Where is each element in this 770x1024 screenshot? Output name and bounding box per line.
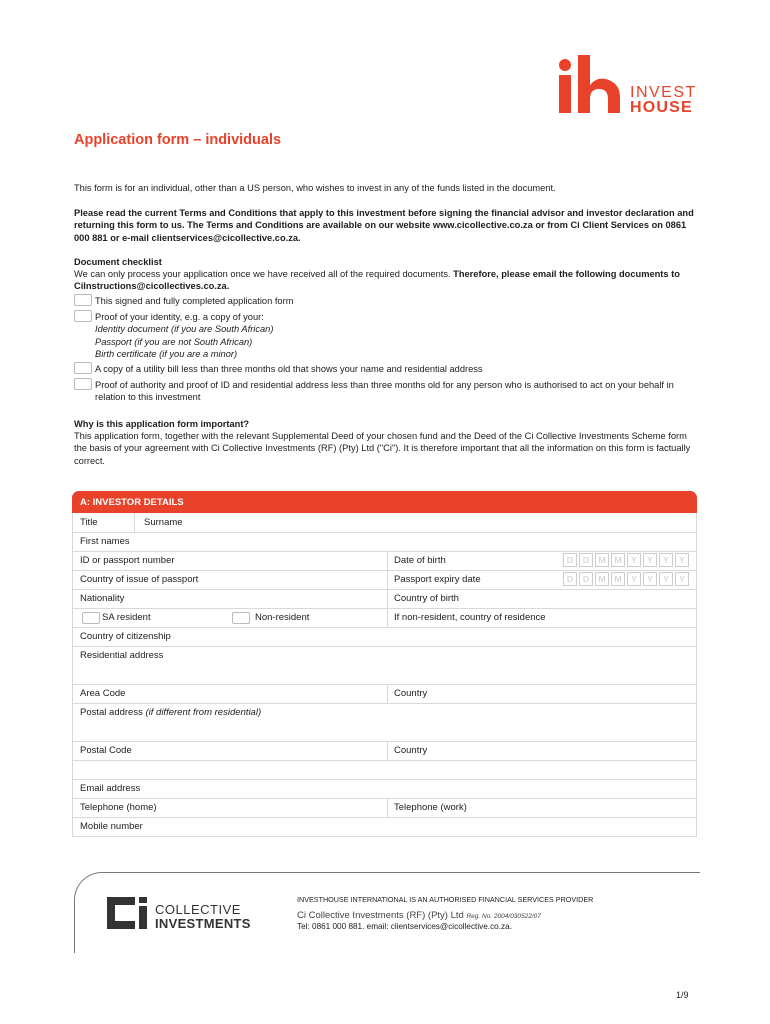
checklist-checkbox-4[interactable] (74, 378, 92, 390)
date-box[interactable]: Y (659, 553, 673, 567)
id-label: ID or passport number (80, 555, 175, 566)
checklist-intro-plain: We can only process your application once we have received all of the required documents. (74, 269, 454, 279)
title-label: Title (80, 517, 98, 528)
postal-address-label (80, 707, 261, 718)
postal-address-note: (if different from residential) (145, 707, 262, 718)
country-label: Country (394, 745, 428, 756)
passport-country-label: Country of issue of passport (80, 574, 199, 585)
row-area-code (72, 684, 697, 704)
date-box[interactable]: Y (627, 553, 641, 567)
mobile-label: Mobile number (80, 821, 143, 832)
row-res-address[interactable] (72, 646, 697, 685)
intro-text: This form is for an individual, other than a US person, who wishes to invest in any of the funds listed in the document. (74, 183, 556, 193)
row-postal-code (72, 741, 697, 761)
checklist-subitem: Birth certificate (if you are a minor) (95, 348, 238, 359)
ci-collective-logo (105, 893, 265, 933)
footer-company (297, 910, 541, 921)
postal-code-label: Postal Code (80, 745, 132, 756)
footer-contact: Tel: 0861 000 881. email: clientservices@cicollective.co.za. (297, 922, 512, 931)
sa-resident-label: SA resident (102, 612, 151, 623)
row-nationality (72, 589, 697, 609)
checklist-item-1: This signed and fully completed application form (95, 296, 294, 306)
passport-expiry-label: Passport expiry date (394, 574, 481, 585)
postal-address-text: Postal address (80, 707, 146, 718)
footer-company-name: Ci Collective Investments (RF) (Pty) Ltd (297, 910, 464, 921)
row-title-surname (72, 513, 697, 533)
date-box[interactable]: D (563, 553, 577, 567)
terms-text: Please read the current Terms and Conditions that apply to this investment before signing the financial advisor and investor declaration and returning this form to us. The Terms and Conditions are available on our website www.cicollective.co.za or from Ci Client Services on 0861 000 881 or e-mail clientservices@cicollective.co.za. (74, 208, 694, 243)
footer-reg: Reg. No. 2004/030522/07 (466, 913, 541, 920)
row-citizenship[interactable] (72, 627, 697, 647)
row-residency (72, 608, 697, 628)
res-address-label: Residential address (80, 650, 164, 661)
page-number: 1/9 (676, 990, 689, 1000)
nationality-label: Nationality (80, 593, 125, 604)
checklist-checkbox-1[interactable] (74, 294, 92, 306)
area-code-label: Area Code (80, 688, 126, 699)
checklist-checkbox-2[interactable] (74, 310, 92, 322)
non-resident-label: Non-resident (255, 612, 310, 623)
sa-resident-checkbox[interactable] (82, 612, 100, 624)
date-box[interactable]: Y (643, 553, 657, 567)
date-box[interactable]: Y (675, 572, 689, 586)
row-postal-address[interactable] (72, 703, 697, 742)
date-box[interactable]: M (611, 572, 625, 586)
invest-house-logo (556, 55, 701, 115)
checklist-checkbox-3[interactable] (74, 362, 92, 374)
row-id-dob (72, 551, 697, 571)
date-box[interactable]: D (579, 572, 593, 586)
tel-work-label: Telephone (work) (394, 802, 467, 813)
citizenship-label: Country of citizenship (80, 631, 171, 642)
dob-label: Date of birth (394, 555, 446, 566)
date-box[interactable]: D (563, 572, 577, 586)
date-box[interactable]: M (595, 553, 609, 567)
non-res-country-label: If non-resident, country of residence (394, 612, 546, 623)
checklist-subitem: Identity document (if you are South African) (95, 324, 274, 335)
ci-logo-word-2: INVESTMENTS (155, 916, 251, 931)
date-box[interactable]: Y (643, 572, 657, 586)
why-text: This application form, together with the relevant Supplemental Deed of your chosen fund and the Deed of the Ci Collective Investments Scheme form the basis of your agreement with Ci Collective Investments (RF) (Pty) Ltd ("Ci"). It is therefore important that all the information on this form is factually correct. (74, 431, 691, 466)
date-box[interactable]: Y (659, 572, 673, 586)
date-box[interactable]: D (579, 553, 593, 567)
country-label: Country (394, 688, 428, 699)
ci-logo-mark-icon (105, 893, 157, 933)
row-spacer (72, 760, 697, 780)
footer-provider: INVESTHOUSE INTERNATIONAL IS AN AUTHORISED FINANCIAL SERVICES PROVIDER (297, 895, 594, 904)
checklist-item-2 (95, 311, 700, 360)
section-a-title: A: INVESTOR DETAILS (80, 497, 184, 508)
date-box[interactable]: Y (675, 553, 689, 567)
date-box[interactable]: Y (627, 572, 641, 586)
section-a-header (72, 491, 697, 513)
checklist-intro (74, 268, 699, 293)
ih-logo-mark-icon (556, 55, 626, 115)
why-heading: Why is this application form important? (74, 419, 250, 429)
checklist-item-4: Proof of authority and proof of ID and residential address less than three months old for any person who is authorised to act on your behalf in relation to this investment (95, 380, 674, 403)
row-telephone (72, 798, 697, 818)
ci-logo-word-1: COLLECTIVE (155, 902, 241, 917)
checklist-item-3: A copy of a utility bill less than three months old that shows your name and residential address (95, 364, 483, 374)
checklist-intro-bold: Therefore, please email the following documents to CiInstructions@cicollectives.co.za. (74, 269, 680, 292)
row-first-names[interactable] (72, 532, 697, 552)
logo-word-invest: INVEST (630, 84, 697, 101)
row-passport (72, 570, 697, 590)
checklist-item-2-text: Proof of your identity, e.g. a copy of your: (95, 312, 264, 322)
country-birth-label: Country of birth (394, 593, 459, 604)
row-email[interactable] (72, 779, 697, 799)
email-label: Email address (80, 783, 141, 794)
investor-details-form (72, 513, 697, 853)
logo-word-house: HOUSE (630, 99, 693, 116)
checklist-subitem: Passport (if you are not South African) (95, 336, 253, 347)
tel-home-label: Telephone (home) (80, 802, 157, 813)
non-resident-checkbox[interactable] (232, 612, 250, 624)
first-names-label: First names (80, 536, 130, 547)
date-box[interactable]: M (595, 572, 609, 586)
date-box[interactable]: M (611, 553, 625, 567)
checklist-heading: Document checklist (74, 257, 162, 267)
surname-label: Surname (144, 517, 183, 528)
page-title: Application form – individuals (74, 132, 282, 148)
row-mobile[interactable] (72, 817, 697, 837)
